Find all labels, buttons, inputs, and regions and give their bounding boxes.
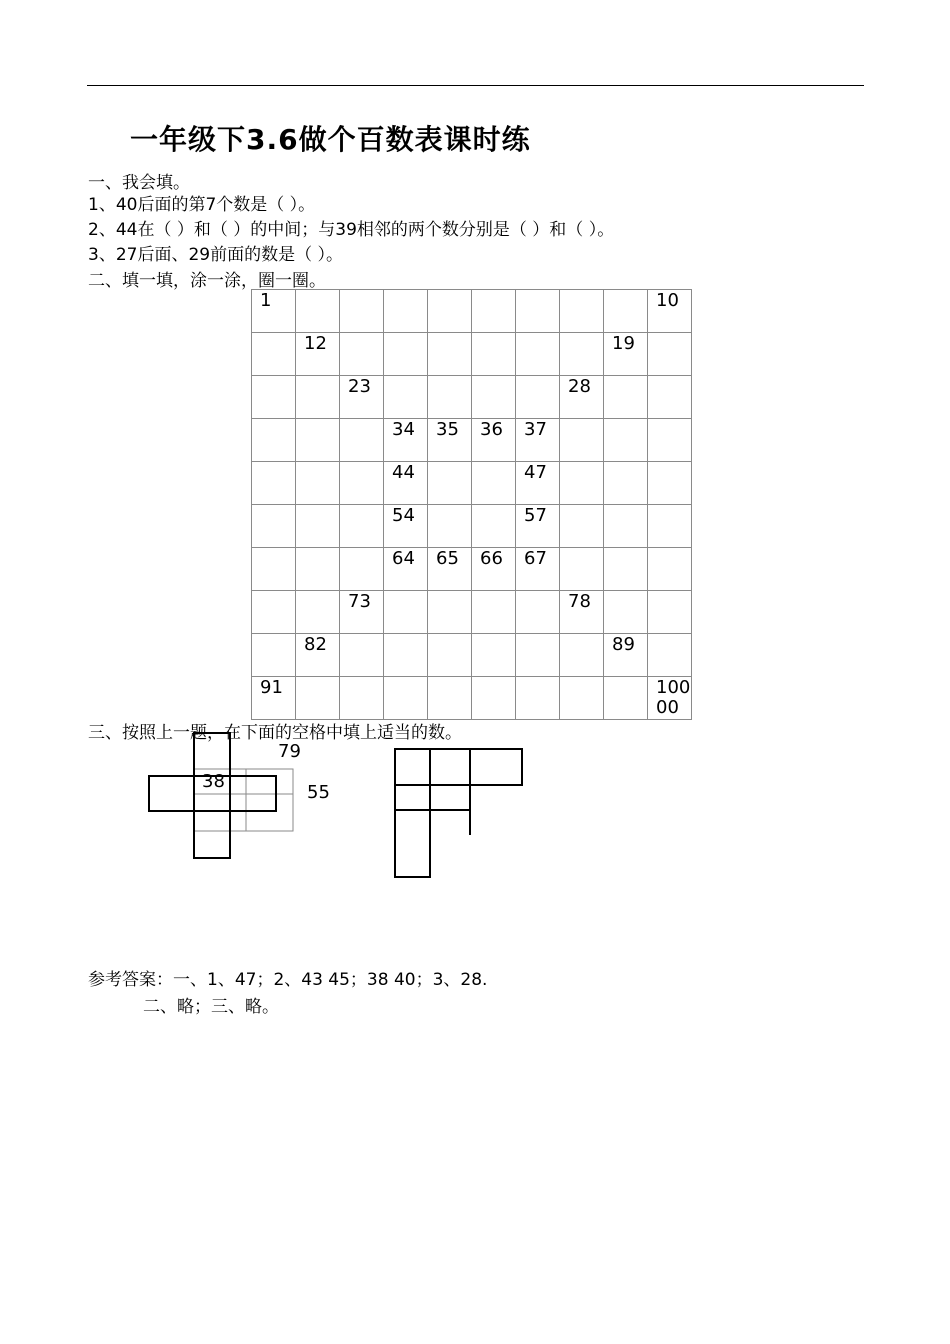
grid-cell-value — [296, 462, 339, 463]
grid-cell — [472, 290, 516, 333]
grid-cell-value — [648, 419, 691, 420]
grid-cell-value — [252, 505, 295, 506]
grid-cell — [340, 634, 384, 677]
grid-cell-value — [252, 419, 295, 420]
grid-cell-value — [340, 548, 383, 549]
grid-cell — [252, 591, 296, 634]
grid-cell-value: 19 — [612, 333, 635, 354]
grid-cell — [516, 462, 560, 505]
grid-cell — [648, 419, 692, 462]
grid-cell — [384, 462, 428, 505]
grid-cell — [428, 505, 472, 548]
grid-cell-value: 28 — [568, 376, 591, 397]
grid-cell — [560, 677, 604, 720]
grid-cell — [296, 419, 340, 462]
grid-cell-value — [560, 548, 603, 549]
grid-cell-value — [604, 290, 647, 291]
l-shape-top-row — [395, 749, 522, 785]
grid-cell — [648, 333, 692, 376]
grid-cell-value — [252, 333, 295, 334]
grid-cell — [604, 419, 648, 462]
grid-cell — [428, 333, 472, 376]
grid-cell-value — [384, 333, 427, 334]
grid-cell — [252, 634, 296, 677]
grid-cell-value — [516, 677, 559, 678]
grid-cell-value: 82 — [304, 634, 327, 655]
grid-cell-value: 1 — [260, 290, 272, 311]
grid-cell-value: 34 — [392, 419, 415, 440]
grid-cell-value — [296, 505, 339, 506]
grid-cell — [384, 419, 428, 462]
puzzle-number-79: 79 — [278, 741, 301, 762]
grid-cell — [472, 376, 516, 419]
grid-cell — [296, 290, 340, 333]
grid-cell-value — [340, 462, 383, 463]
hundred-chart — [251, 289, 692, 720]
grid-cell-value — [428, 290, 471, 291]
grid-cell — [296, 333, 340, 376]
grid-row — [252, 290, 692, 333]
grid-cell-value — [604, 677, 647, 678]
l-shape-left-column — [395, 785, 430, 877]
grid-cell-value — [648, 376, 691, 377]
grid-cell — [252, 290, 296, 333]
grid-cell — [472, 591, 516, 634]
grid-cell — [648, 591, 692, 634]
question-2: 2、44在（ ）和（ ）的中间；与39相邻的两个数分别是（ ）和（ ）。 — [88, 220, 615, 240]
grid-cell — [296, 462, 340, 505]
grid-cell — [340, 677, 384, 720]
grid-row — [252, 591, 692, 634]
grid-cell-value — [648, 548, 691, 549]
grid-cell-value — [560, 333, 603, 334]
grid-cell-value — [428, 505, 471, 506]
grid-cell — [648, 505, 692, 548]
grid-cell-value — [252, 376, 295, 377]
grid-cell-value — [560, 505, 603, 506]
section3-heading: 三、按照上一题，在下面的空格中填上适当的数。 — [88, 723, 462, 743]
grid-cell — [340, 505, 384, 548]
grid-cell — [604, 376, 648, 419]
grid-cell-value: 89 — [612, 634, 635, 655]
grid-cell — [648, 376, 692, 419]
section2-heading: 二、填一填，涂一涂，圈一圈。 — [88, 271, 326, 291]
grid-cell-value — [516, 591, 559, 592]
grid-cell — [516, 376, 560, 419]
grid-cell-value — [604, 419, 647, 420]
grid-cell — [296, 591, 340, 634]
grid-cell — [604, 591, 648, 634]
grid-cell-value — [428, 634, 471, 635]
grid-cell-value: 10 — [656, 290, 679, 311]
section1-heading: 一、我会填。 — [88, 173, 190, 193]
grid-cell-value — [472, 333, 515, 334]
grid-cell — [648, 548, 692, 591]
grid-cell-value: 78 — [568, 591, 591, 612]
grid-cell — [648, 677, 692, 720]
grid-cell — [296, 505, 340, 548]
grid-cell — [560, 591, 604, 634]
grid-cell — [604, 462, 648, 505]
grid-cell — [340, 290, 384, 333]
grid-cell-value: 91 — [260, 677, 283, 698]
grid-cell-value — [516, 290, 559, 291]
cross-vertical-bar — [194, 733, 230, 858]
grid-cell — [604, 290, 648, 333]
grid-cell-value — [384, 290, 427, 291]
grid-cell-value — [252, 548, 295, 549]
grid-cell-value — [560, 419, 603, 420]
grid-cell-value: 67 — [524, 548, 547, 569]
grid-cell-value: 65 — [436, 548, 459, 569]
grid-cell — [384, 677, 428, 720]
grid-row — [252, 505, 692, 548]
grid-cell-value — [648, 591, 691, 592]
grid-cell — [472, 333, 516, 376]
grid-cell-value — [516, 376, 559, 377]
grid-cell-value — [560, 462, 603, 463]
grid-cell-value — [560, 634, 603, 635]
grid-cell-value — [296, 677, 339, 678]
grid-cell-value — [472, 634, 515, 635]
grid-row — [252, 419, 692, 462]
grid-cell-value — [296, 419, 339, 420]
grid-cell — [340, 333, 384, 376]
grid-row — [252, 333, 692, 376]
grid-cell-value — [384, 591, 427, 592]
grid-cell — [604, 634, 648, 677]
grid-cell — [472, 419, 516, 462]
grid-cell — [384, 505, 428, 548]
grid-cell — [428, 548, 472, 591]
grid-cell-value — [604, 462, 647, 463]
grid-cell — [516, 677, 560, 720]
grid-cell — [472, 634, 516, 677]
grid-cell-value — [516, 333, 559, 334]
grid-cell-value — [648, 462, 691, 463]
grid-row — [252, 548, 692, 591]
grid-cell-value: 23 — [348, 376, 371, 397]
grid-cell — [560, 462, 604, 505]
grid-cell — [560, 634, 604, 677]
grid-cell — [560, 333, 604, 376]
grid-cell-value: 37 — [524, 419, 547, 440]
grid-cell — [516, 548, 560, 591]
grid-cell — [428, 634, 472, 677]
grid-cell-value — [428, 677, 471, 678]
grid-row — [252, 677, 692, 720]
grid-cell-value — [252, 462, 295, 463]
grid-cell-value — [340, 505, 383, 506]
grid-cell-value — [340, 634, 383, 635]
grid-cell — [384, 290, 428, 333]
grid-cell — [604, 505, 648, 548]
grid-cell-value — [648, 505, 691, 506]
grid-cell — [560, 290, 604, 333]
puzzle-number-55: 55 — [307, 782, 330, 803]
grid-cell-value — [296, 376, 339, 377]
grid-cell — [384, 591, 428, 634]
grid-cell-value — [384, 634, 427, 635]
puzzle-number-38: 38 — [202, 771, 225, 792]
grid-cell — [560, 505, 604, 548]
grid-row — [252, 634, 692, 677]
grid-cell — [296, 548, 340, 591]
grid-cell-value — [340, 419, 383, 420]
grid-cell-value — [340, 290, 383, 291]
grid-cell-value — [252, 591, 295, 592]
grid-cell — [340, 591, 384, 634]
grid-cell-value — [340, 333, 383, 334]
grid-cell — [384, 376, 428, 419]
grid-cell — [648, 634, 692, 677]
grid-cell — [472, 505, 516, 548]
answer-key-line2: 二、略；三、略。 — [143, 997, 279, 1017]
grid-cell-value: 35 — [436, 419, 459, 440]
grid-cell — [340, 462, 384, 505]
grid-cell-value: 57 — [524, 505, 547, 526]
grid-cell — [648, 462, 692, 505]
grid-cell — [296, 376, 340, 419]
grid-cell — [252, 548, 296, 591]
grid-cell-value — [648, 333, 691, 334]
grid-cell — [560, 376, 604, 419]
grid-cell-value: 47 — [524, 462, 547, 483]
answer-key-line1: 参考答案：一、1、47；2、43 45；38 40；3、28. — [88, 970, 488, 990]
grid-cell — [516, 505, 560, 548]
grid-cell — [384, 333, 428, 376]
grid-cell — [340, 376, 384, 419]
grid-cell — [340, 548, 384, 591]
grid-cell-value — [604, 376, 647, 377]
grid-cell — [604, 333, 648, 376]
grid-cell-value — [296, 591, 339, 592]
grid-cell-value — [648, 634, 691, 635]
grid-cell-value — [296, 290, 339, 291]
grid-cell-value — [472, 376, 515, 377]
grid-cell-value — [296, 548, 339, 549]
grid-cell — [472, 462, 516, 505]
grid-cell — [428, 376, 472, 419]
grid-cell — [296, 677, 340, 720]
grid-cell-value: 66 — [480, 548, 503, 569]
grid-cell — [516, 333, 560, 376]
grid-cell — [296, 634, 340, 677]
grid-cell — [516, 290, 560, 333]
grid-cell-value — [560, 290, 603, 291]
grid-cell — [428, 591, 472, 634]
question-3: 3、27后面、29前面的数是（ ）。 — [88, 245, 343, 265]
grid-cell — [472, 677, 516, 720]
grid-cell — [560, 419, 604, 462]
grid-row — [252, 376, 692, 419]
grid-cell — [604, 548, 648, 591]
grid-cell — [560, 548, 604, 591]
grid-row — [252, 462, 692, 505]
grid-cell — [604, 677, 648, 720]
grid-cell — [472, 548, 516, 591]
grid-cell-value — [472, 677, 515, 678]
grid-cell — [252, 505, 296, 548]
grid-cell-value — [428, 591, 471, 592]
grid-cell-value — [428, 462, 471, 463]
grid-cell-value — [472, 290, 515, 291]
grid-cell — [340, 419, 384, 462]
grid-cell-value — [384, 376, 427, 377]
grid-cell-value — [340, 677, 383, 678]
grid-cell-value: 10000 — [656, 677, 691, 718]
grid-cell — [516, 419, 560, 462]
question-1: 1、40后面的第7个数是（ ）。 — [88, 195, 316, 215]
grid-cell — [252, 462, 296, 505]
grid-cell — [516, 634, 560, 677]
grid-cell-value — [252, 634, 295, 635]
header-rule — [87, 85, 864, 86]
grid-cell-value: 44 — [392, 462, 415, 483]
grid-cell-value: 54 — [392, 505, 415, 526]
grid-cell-value — [384, 677, 427, 678]
grid-cell — [428, 290, 472, 333]
grid-cell-value: 73 — [348, 591, 371, 612]
grid-cell-value: 64 — [392, 548, 415, 569]
grid-cell — [648, 290, 692, 333]
grid-cell — [428, 419, 472, 462]
grid-cell-value — [472, 462, 515, 463]
grid-cell-value — [560, 677, 603, 678]
grid-cell — [516, 591, 560, 634]
grid-cell — [384, 548, 428, 591]
grid-cell-value: 36 — [480, 419, 503, 440]
grid-cell — [252, 333, 296, 376]
grid-cell-value — [472, 505, 515, 506]
grid-cell — [428, 677, 472, 720]
grid-cell-value — [604, 505, 647, 506]
grid-cell-value — [428, 333, 471, 334]
worksheet-title: 一年级下3.6做个百数表课时练 — [130, 123, 531, 156]
grid-cell-value — [472, 591, 515, 592]
grid-cell-value — [516, 634, 559, 635]
grid-cell — [252, 376, 296, 419]
grid-cell — [384, 634, 428, 677]
grid-cell-value — [604, 591, 647, 592]
grid-cell-value: 12 — [304, 333, 327, 354]
grid-cell-value — [604, 548, 647, 549]
grid-cell-value — [428, 376, 471, 377]
grid-cell — [428, 462, 472, 505]
grid-cell — [252, 677, 296, 720]
grid-cell — [252, 419, 296, 462]
